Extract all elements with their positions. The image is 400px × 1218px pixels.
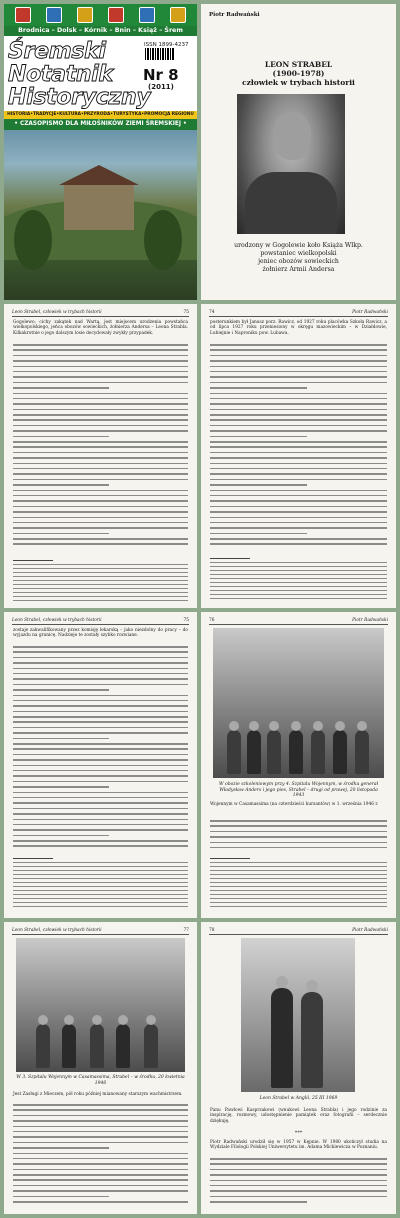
article-title-page bbox=[201, 4, 396, 300]
text-line bbox=[210, 403, 387, 405]
text-line bbox=[13, 754, 188, 756]
text-line bbox=[13, 376, 188, 378]
article-title-line: człowiek w trybach historii bbox=[242, 78, 355, 87]
text-line bbox=[13, 592, 188, 593]
text-line bbox=[210, 522, 387, 524]
text-line bbox=[13, 866, 188, 867]
text-line bbox=[13, 1196, 109, 1198]
cover-subtitle: • CZASOPISMO DLA MIŁOŚNIKÓW ZIEMI ŚREMSKIEJ • bbox=[4, 119, 197, 130]
text-line bbox=[210, 517, 387, 519]
text-line bbox=[13, 371, 188, 373]
portrait-photo bbox=[237, 94, 345, 234]
text-line bbox=[13, 568, 188, 569]
article-author: Piotr Radwański bbox=[209, 12, 260, 18]
text-line bbox=[13, 414, 188, 416]
text-line bbox=[210, 847, 387, 849]
cover-title-line: Śremski bbox=[8, 39, 106, 64]
text-line bbox=[210, 866, 387, 867]
body-paragraph: Gogolewo, cichy zakątek nad Wartą, jest miejscem urodzenia powstańca wielkopolskiego, jeńca obozów sowieckich, żołnierza Andersa – Leona Strabla. Kilkakrotnie o jego dalszym losie decydowały zwykły przypadek. bbox=[13, 320, 188, 336]
text-line bbox=[13, 882, 188, 883]
text-line bbox=[210, 902, 387, 903]
text-line bbox=[13, 1190, 188, 1192]
photo-page bbox=[201, 612, 396, 918]
text-line bbox=[13, 1115, 188, 1117]
text-line bbox=[13, 511, 188, 513]
text-line bbox=[13, 527, 188, 529]
footnote-rule bbox=[210, 858, 250, 859]
text-line bbox=[13, 1131, 188, 1133]
text-line bbox=[210, 468, 387, 470]
text-line bbox=[210, 506, 387, 508]
text-line bbox=[210, 425, 387, 427]
text-line bbox=[13, 886, 188, 887]
cover-title-line: Notatnik bbox=[8, 62, 113, 87]
text-line bbox=[13, 705, 188, 707]
acknowledgement-paragraph: Panu Pawłowi Kasprzakowi (wnukowi Leona Strabla) i jego rodzinie za inspirację, rozmowy, udostępnienie pamiątek oraz fotografii – serdecznie dziękuję. bbox=[210, 1108, 387, 1124]
text-line bbox=[210, 490, 387, 492]
page-number: 78 bbox=[209, 928, 215, 933]
body-text-block bbox=[210, 344, 387, 549]
text-line bbox=[210, 831, 387, 833]
text-line bbox=[210, 484, 307, 486]
running-title: Piotr Radwański bbox=[352, 310, 388, 315]
text-line bbox=[210, 543, 387, 545]
text-line bbox=[13, 409, 188, 411]
text-line bbox=[210, 1201, 307, 1203]
text-line bbox=[210, 419, 387, 421]
text-line bbox=[210, 387, 307, 389]
hospital-group-photo bbox=[16, 938, 185, 1072]
text-line bbox=[13, 781, 188, 783]
text-line bbox=[210, 1196, 387, 1198]
text-line bbox=[13, 576, 188, 577]
text-line bbox=[13, 425, 188, 427]
text-line bbox=[210, 366, 387, 368]
text-line bbox=[210, 538, 387, 540]
text-line bbox=[210, 479, 387, 481]
text-line bbox=[13, 506, 188, 508]
text-line bbox=[210, 360, 387, 362]
footnote-rule bbox=[210, 558, 250, 559]
text-line bbox=[210, 441, 387, 443]
text-line bbox=[13, 344, 188, 346]
text-line bbox=[13, 695, 188, 697]
text-line bbox=[13, 878, 188, 879]
text-line bbox=[210, 842, 387, 844]
cover-title bbox=[8, 40, 150, 109]
text-page bbox=[201, 304, 396, 608]
text-line bbox=[13, 446, 188, 448]
text-line bbox=[210, 574, 387, 575]
text-line bbox=[13, 484, 109, 486]
text-line bbox=[13, 700, 188, 702]
footnote-rule bbox=[13, 858, 53, 859]
text-line bbox=[13, 840, 188, 842]
text-line bbox=[210, 495, 387, 497]
text-line bbox=[13, 1163, 188, 1165]
cover-photo bbox=[4, 130, 197, 300]
photo-caption: W 3. Szpitalu Wojennym w Casamassima, Strabel – w środku, 20 kwietnia 1946 bbox=[16, 1075, 185, 1086]
article-title bbox=[201, 60, 396, 87]
text-line bbox=[210, 898, 387, 899]
text-line bbox=[210, 1169, 387, 1171]
text-line bbox=[13, 819, 188, 821]
text-line bbox=[13, 584, 188, 585]
running-title: Leon Strabel, człowiek w trybach historii bbox=[12, 310, 102, 315]
text-line bbox=[210, 578, 387, 579]
photo-page bbox=[4, 922, 197, 1214]
text-line bbox=[210, 500, 387, 502]
text-line bbox=[13, 870, 188, 871]
text-line bbox=[13, 441, 188, 443]
text-line bbox=[13, 673, 188, 675]
text-line bbox=[210, 862, 387, 863]
text-line bbox=[13, 588, 188, 589]
text-line bbox=[13, 748, 188, 750]
text-line bbox=[13, 845, 188, 847]
text-line bbox=[210, 906, 387, 907]
text-line bbox=[13, 533, 109, 535]
running-title: Leon Strabel, człowiek w trybach historii bbox=[12, 618, 102, 623]
text-line bbox=[13, 813, 188, 815]
footnotes-block bbox=[210, 562, 387, 602]
body-text-block bbox=[13, 1104, 188, 1206]
cover-year: (2011) bbox=[148, 83, 174, 91]
photo-caption: Leon Strabel w Anglii, 25 III 1969 bbox=[259, 1096, 338, 1101]
text-line bbox=[13, 457, 188, 459]
text-line bbox=[13, 1158, 188, 1160]
text-line bbox=[13, 684, 188, 686]
body-text-block bbox=[13, 646, 188, 851]
text-line bbox=[210, 398, 387, 400]
cover-issue-number: Nr 8 bbox=[143, 66, 179, 84]
text-line bbox=[13, 765, 188, 767]
text-line bbox=[13, 792, 188, 794]
text-line bbox=[210, 457, 387, 459]
photo-page bbox=[201, 922, 396, 1214]
text-line bbox=[210, 452, 387, 454]
text-line bbox=[210, 890, 387, 891]
text-line bbox=[210, 414, 387, 416]
text-line bbox=[13, 890, 188, 891]
text-line bbox=[13, 689, 109, 691]
running-header bbox=[12, 618, 189, 625]
running-header bbox=[209, 618, 388, 625]
text-line bbox=[13, 398, 188, 400]
text-line bbox=[13, 662, 188, 664]
text-line bbox=[210, 882, 387, 883]
text-line bbox=[210, 1190, 387, 1192]
body-text-block bbox=[210, 1158, 387, 1207]
text-line bbox=[13, 743, 188, 745]
text-line bbox=[13, 797, 188, 799]
text-line bbox=[13, 862, 188, 863]
text-line bbox=[13, 1174, 188, 1176]
text-line bbox=[13, 463, 188, 465]
running-title: Piotr Radwański bbox=[352, 928, 388, 933]
text-line bbox=[13, 1179, 188, 1181]
text-line bbox=[13, 500, 188, 502]
text-line bbox=[13, 1109, 188, 1111]
text-page bbox=[4, 612, 197, 918]
text-line bbox=[13, 430, 188, 432]
text-line bbox=[13, 651, 188, 653]
text-line bbox=[13, 824, 188, 826]
cover-issn: ISSN 1899-4237 bbox=[144, 42, 189, 48]
text-line bbox=[210, 349, 387, 351]
crest-icon bbox=[108, 7, 124, 23]
text-line bbox=[13, 906, 188, 907]
text-line bbox=[210, 382, 387, 384]
text-line bbox=[210, 562, 387, 563]
text-line bbox=[13, 538, 188, 540]
portrait-photo-england bbox=[241, 938, 355, 1092]
cover-crest-strip bbox=[4, 4, 197, 26]
text-line bbox=[210, 344, 387, 346]
text-line bbox=[210, 527, 387, 529]
text-line bbox=[13, 902, 188, 903]
running-header bbox=[12, 310, 189, 317]
text-line bbox=[13, 1147, 109, 1149]
text-line bbox=[13, 678, 188, 680]
text-line bbox=[13, 572, 188, 573]
text-line bbox=[13, 355, 188, 357]
crest-icon bbox=[15, 7, 31, 23]
page-number: 75 bbox=[183, 310, 189, 315]
text-line bbox=[13, 802, 188, 804]
text-line bbox=[210, 533, 307, 535]
text-line bbox=[13, 894, 188, 895]
page-number: 75 bbox=[183, 618, 189, 623]
text-line bbox=[13, 759, 188, 761]
cover-title-line: Historyczny bbox=[8, 85, 151, 110]
text-line bbox=[13, 490, 188, 492]
text-line bbox=[13, 1126, 188, 1128]
text-line bbox=[13, 1169, 188, 1171]
text-line bbox=[13, 452, 188, 454]
text-line bbox=[13, 716, 188, 718]
text-line bbox=[210, 586, 387, 587]
text-line bbox=[13, 393, 188, 395]
text-line bbox=[210, 836, 387, 838]
text-line bbox=[13, 1185, 188, 1187]
text-line bbox=[210, 878, 387, 879]
text-line bbox=[13, 874, 188, 875]
text-line bbox=[13, 711, 188, 713]
page-number: 77 bbox=[183, 928, 189, 933]
text-line bbox=[210, 1185, 387, 1187]
text-line bbox=[210, 1158, 387, 1160]
body-paragraph: Jest Zasługi z Mieczem, pół roku później mianowany starszym wachmistrzem. bbox=[13, 1092, 183, 1097]
text-line bbox=[13, 732, 188, 734]
text-line bbox=[210, 825, 387, 827]
text-line bbox=[13, 898, 188, 899]
running-title: Leon Strabel, człowiek w trybach historii bbox=[12, 928, 102, 933]
footnotes-block bbox=[210, 862, 387, 910]
text-line bbox=[13, 522, 188, 524]
caption-line: powstaniec wielkopolski bbox=[260, 250, 337, 257]
article-title-line: LEON STRABEL bbox=[264, 60, 333, 69]
running-title: Piotr Radwański bbox=[352, 618, 388, 623]
text-line bbox=[13, 366, 188, 368]
text-line bbox=[13, 738, 109, 740]
text-line bbox=[210, 436, 307, 438]
text-line bbox=[210, 598, 387, 599]
running-header bbox=[209, 310, 388, 317]
text-line bbox=[210, 1163, 387, 1165]
body-paragraph: zostaje zakwalifikowany przez komisję lekarską – jako niezdolny do pracy – do wyjazdu na granicę. Nadzieje te zostały szybko rozwiane. bbox=[13, 628, 188, 639]
text-line bbox=[13, 564, 188, 565]
photo-caption: W obozie szkoleniowym przy 4. Szpitalu Wojennym, w środku generał Władysław Anders i jego pies, Strabel – drugi od prawej, 20 listopada 1943 bbox=[218, 782, 379, 798]
text-line bbox=[210, 376, 387, 378]
cover-topics: HISTORIA•TRADYCJE•KULTURA•PRZYRODA•TURYSTYKA•PROMOCJA REGIONU bbox=[4, 111, 197, 119]
text-line bbox=[13, 835, 109, 837]
footnotes-block bbox=[13, 564, 188, 604]
crest-icon bbox=[46, 7, 62, 23]
running-header bbox=[209, 928, 388, 935]
crest-icon bbox=[170, 7, 186, 23]
text-line bbox=[13, 468, 188, 470]
text-line bbox=[13, 543, 188, 545]
text-line bbox=[13, 1104, 188, 1106]
body-paragraph: posterunkiem był Janusz porz. Rawicz, od 1927 roku placówka Szkoła Rawicz, a od lipca 1927 roku przeniesiony w okręgu mazowieckim – w Działdowie, Lubiejnie i Naproniku pow. Lubawa. bbox=[210, 320, 387, 336]
cover-page bbox=[4, 4, 197, 300]
text-line bbox=[13, 1142, 188, 1144]
page-number: 74 bbox=[209, 310, 215, 315]
article-title-line: (1900-1978) bbox=[272, 69, 325, 78]
author-bio: Piotr Radwański urodził się w 1957 w Kępnie. W 1980 ukończył studia na Wydziale Filologii Polskiej Uniwersytetu im. Adama Mickiewicza w Poznaniu. bbox=[210, 1140, 387, 1151]
text-line bbox=[13, 1136, 188, 1138]
text-line bbox=[13, 360, 188, 362]
text-line bbox=[13, 727, 188, 729]
text-line bbox=[13, 721, 188, 723]
portrait-caption bbox=[201, 242, 396, 274]
text-line bbox=[210, 570, 387, 571]
text-line bbox=[13, 403, 188, 405]
text-line bbox=[13, 600, 188, 601]
text-line bbox=[13, 775, 188, 777]
text-line bbox=[210, 874, 387, 875]
text-line bbox=[13, 387, 109, 389]
text-line bbox=[13, 382, 188, 384]
footnote-rule bbox=[13, 560, 53, 561]
body-text-block bbox=[210, 820, 387, 852]
text-line bbox=[13, 1153, 188, 1155]
crest-icon bbox=[139, 7, 155, 23]
caption-line: urodzony w Gogolewie koło Książa Wlkp. bbox=[234, 242, 363, 249]
text-line bbox=[210, 582, 387, 583]
running-header bbox=[12, 928, 189, 935]
text-line bbox=[13, 517, 188, 519]
text-line bbox=[13, 786, 109, 788]
body-text-block bbox=[13, 344, 188, 549]
text-line bbox=[210, 594, 387, 595]
text-line bbox=[210, 355, 387, 357]
text-line bbox=[210, 820, 387, 822]
text-line bbox=[13, 646, 188, 648]
text-line bbox=[210, 430, 387, 432]
text-line bbox=[13, 580, 188, 581]
text-line bbox=[13, 1120, 188, 1122]
text-line bbox=[13, 1201, 188, 1203]
text-page bbox=[4, 304, 197, 608]
text-line bbox=[13, 770, 188, 772]
page-number: 76 bbox=[209, 618, 215, 623]
text-line bbox=[210, 511, 387, 513]
body-paragraph: Wojennym w Casamassima (na czterdzieści kursantów) w 1. września 1946 r. bbox=[210, 802, 379, 807]
cover-towns: Brodnica – Dolsk – Kórnik – Bnin – Książ – Śrem bbox=[4, 26, 197, 36]
text-line bbox=[210, 1174, 387, 1176]
text-line bbox=[210, 886, 387, 887]
text-line bbox=[13, 436, 109, 438]
text-line bbox=[210, 590, 387, 591]
text-line bbox=[210, 870, 387, 871]
footnotes-block bbox=[13, 862, 188, 910]
text-line bbox=[13, 495, 188, 497]
group-photo bbox=[213, 628, 384, 778]
text-line bbox=[13, 657, 188, 659]
text-line bbox=[210, 409, 387, 411]
crest-icon bbox=[77, 7, 93, 23]
text-line bbox=[13, 349, 188, 351]
text-line bbox=[210, 446, 387, 448]
text-line bbox=[210, 894, 387, 895]
text-line bbox=[210, 393, 387, 395]
text-line bbox=[13, 479, 188, 481]
text-line bbox=[13, 668, 188, 670]
text-line bbox=[210, 371, 387, 373]
text-line bbox=[13, 596, 188, 597]
section-separator: *** bbox=[294, 1130, 303, 1136]
text-line bbox=[210, 1180, 387, 1182]
text-line bbox=[210, 566, 387, 567]
text-line bbox=[13, 419, 188, 421]
caption-line: żołnierz Armii Andersa bbox=[262, 266, 335, 273]
text-line bbox=[13, 829, 188, 831]
barcode-icon bbox=[145, 48, 175, 60]
text-line bbox=[210, 463, 387, 465]
text-line bbox=[13, 473, 188, 475]
text-line bbox=[13, 808, 188, 810]
text-line bbox=[210, 473, 387, 475]
caption-line: jeniec obozów sowieckich bbox=[258, 258, 339, 265]
